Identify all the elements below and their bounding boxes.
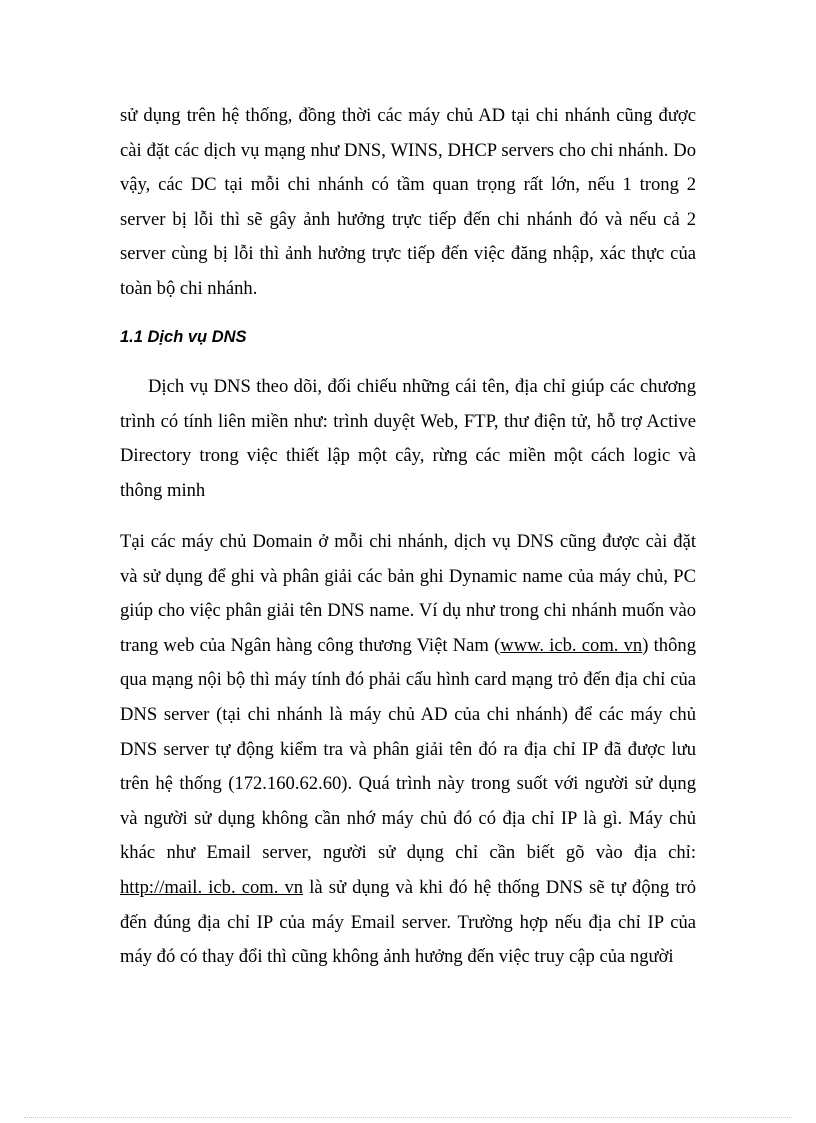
paragraph-ad-servers xyxy=(120,99,696,307)
mail-server-link[interactable]: http://mail. icb. com. vn xyxy=(120,876,304,898)
page-bottom-divider xyxy=(24,1117,792,1118)
text-line: toàn bộ chi nhánh. xyxy=(120,277,258,299)
paragraph-dns-intro xyxy=(120,370,696,508)
text-line: thông minh xyxy=(120,479,206,501)
text-line: trình có tính liên miền như: trình duyệt Web, FTP, thư điện tử, hỗ trợ Active xyxy=(120,410,696,432)
icb-website-link[interactable]: www. icb. com. vn xyxy=(500,634,643,656)
text-line: máy đó có thay đổi thì cũng không ảnh hưởng đến việc truy cập của người xyxy=(120,946,674,968)
paragraph-body xyxy=(120,370,696,508)
section-heading: 1.1 Dịch vụ DNS xyxy=(120,328,247,346)
text-line: DNS server (tại chi nhánh là máy chủ AD của chi nhánh) để các máy chủ xyxy=(120,703,696,725)
paragraph-dns-domain xyxy=(120,525,696,975)
text-line: đến đúng địa chỉ IP của máy Email server. Trường hợp nếu địa chỉ IP của xyxy=(120,911,696,933)
paragraph-body xyxy=(120,99,696,307)
text-line: cài đặt các dịch vụ mạng như DNS, WINS, DHCP servers cho chi nhánh. Do xyxy=(120,139,696,161)
text-segment: ) thông xyxy=(642,634,696,656)
text-line: vậy, các DC tại mỗi chi nhánh có tầm quan trọng rất lớn, nếu 1 trong 2 xyxy=(120,174,696,196)
text-line: qua mạng nội bộ thì máy tính đó phải cấu hình card mạng trỏ đến địa chỉ của xyxy=(120,669,696,691)
text-line xyxy=(120,871,696,906)
text-line: khác như Email server, người sử dụng chỉ cần biết gõ vào địa chỉ: xyxy=(120,842,696,864)
text-segment: là sử dụng và khi đó hệ thống DNS sẽ tự động trỏ xyxy=(303,876,696,898)
text-line: Directory trong việc thiết lập một cây, rừng các miền một cách logic và xyxy=(120,445,696,467)
paragraph-body xyxy=(120,525,696,975)
text-line: Dịch vụ DNS theo dõi, đối chiếu những cái tên, địa chỉ giúp các chương xyxy=(148,376,696,397)
text-line: giúp cho việc phân giải tên DNS name. Ví dụ như trong chi nhánh muốn vào xyxy=(120,600,696,622)
text-segment: trang web của Ngân hàng công thương Việt Nam ( xyxy=(120,634,501,656)
text-line: Tại các máy chủ Domain ở mỗi chi nhánh, dịch vụ DNS cũng được cài đặt xyxy=(120,531,696,552)
text-line: và người sử dụng không cần nhớ máy chủ đó có địa chỉ IP là gì. Máy chủ xyxy=(120,807,696,829)
text-line xyxy=(120,629,696,664)
text-line: server bị lỗi thì sẽ gây ảnh hưởng trực tiếp đến chi nhánh đó và nếu cả 2 xyxy=(120,208,696,230)
text-line: DNS server tự động kiểm tra và phân giải tên đó ra địa chỉ IP đã được lưu xyxy=(120,738,696,760)
text-line: sử dụng trên hệ thống, đồng thời các máy chủ AD tại chi nhánh cũng được xyxy=(120,105,696,126)
text-line: trên hệ thống (172.160.62.60). Quá trình này trong suốt với người sử dụng xyxy=(120,773,696,795)
text-line: và sử dụng để ghi và phân giải các bản ghi Dynamic name của máy chủ, PC xyxy=(120,565,696,587)
text-line: server cùng bị lỗi thì ảnh hưởng trực tiếp đến việc đăng nhập, xác thực của xyxy=(120,243,696,265)
